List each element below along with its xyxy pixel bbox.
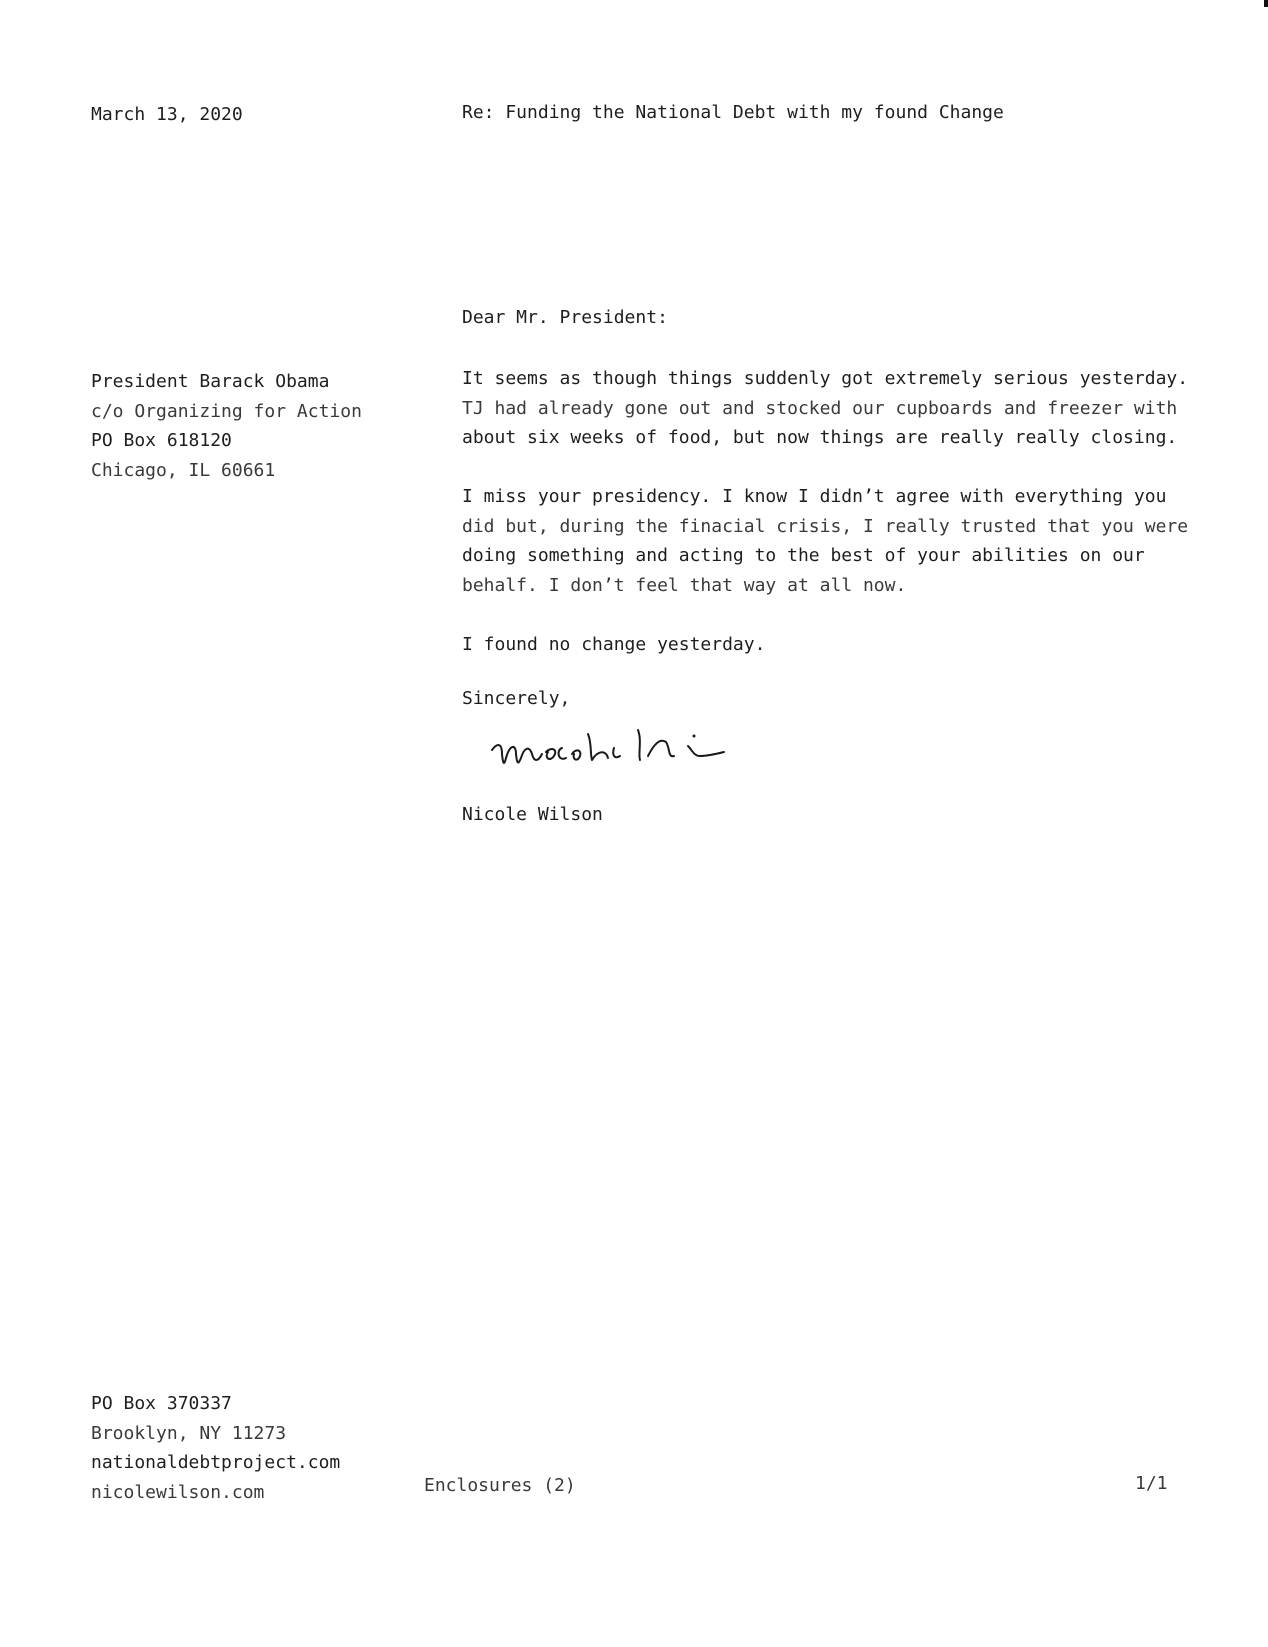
letter-date: March 13, 2020	[91, 104, 243, 125]
footer-website-link[interactable]: nicolewilson.com	[91, 1481, 265, 1503]
recipient-po-box: PO Box 618120	[91, 430, 232, 451]
paragraph	[462, 482, 1222, 600]
salutation: Dear Mr. President:	[462, 307, 668, 328]
letter-subject: Re: Funding the National Debt with my found Change	[462, 102, 1004, 123]
paragraph-line: did but, during the finacial crisis, I really trusted that you were	[462, 515, 1189, 537]
signer-name: Nicole Wilson	[462, 804, 603, 825]
enclosures-note: Enclosures (2)	[424, 1475, 576, 1496]
footer-address	[91, 1389, 340, 1507]
paragraph-line: I found no change yesterday.	[462, 633, 766, 655]
paragraph-line: I miss your presidency. I know I didn’t agree with everything you	[462, 486, 1167, 507]
footer-po-box: PO Box 370337	[91, 1393, 232, 1414]
paragraph-line: It seems as though things suddenly got extremely serious yesterday.	[462, 368, 1189, 389]
recipient-address	[91, 367, 362, 485]
paragraph-line: behalf. I don’t feel that way at all now.	[462, 574, 907, 596]
recipient-organization: c/o Organizing for Action	[91, 400, 362, 422]
paragraph	[462, 364, 1222, 453]
letter-body	[462, 364, 1222, 689]
footer-city: Brooklyn, NY 11273	[91, 1422, 287, 1444]
paragraph-line: doing something and acting to the best of your abilities on our	[462, 545, 1145, 566]
closing: Sincerely,	[462, 688, 571, 709]
paragraph-line: about six weeks of food, but now things are really really closing.	[462, 427, 1178, 448]
paragraph-line: TJ had already gone out and stocked our cupboards and freezer with	[462, 397, 1178, 419]
handwritten-signature	[488, 720, 748, 785]
footer-website-link[interactable]: nationaldebtproject.com	[91, 1452, 341, 1473]
scan-corner-mark	[1264, 0, 1268, 7]
paragraph	[462, 630, 1222, 660]
recipient-city: Chicago, IL 60661	[91, 459, 276, 481]
page-number: 1/1	[1135, 1473, 1168, 1494]
recipient-name: President Barack Obama	[91, 371, 330, 392]
